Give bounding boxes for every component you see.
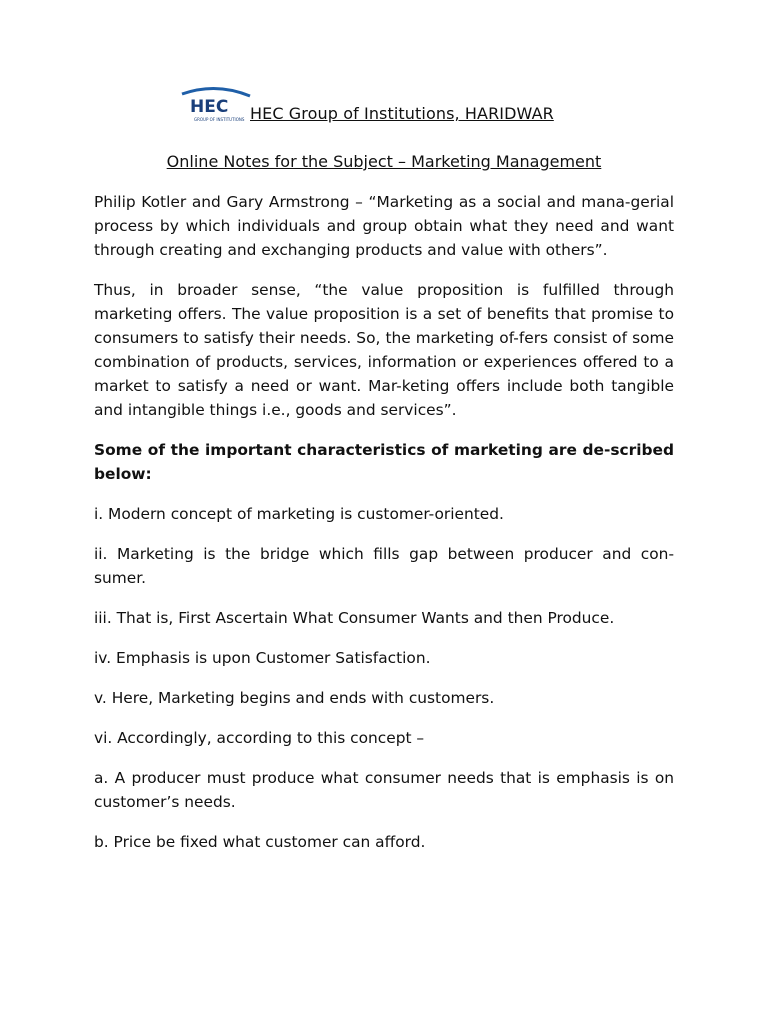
- logo-subtext: GROUP OF INSTITUTIONS: [194, 117, 245, 122]
- list-item: i. Modern concept of marketing is customer-oriented.: [94, 505, 504, 523]
- list-item: a. A producer must produce what consumer needs that is emphasis is on customer’s needs.: [94, 769, 674, 811]
- list-item: ii. Marketing is the bridge which fills gap between producer and con-sumer.: [94, 545, 674, 587]
- hec-logo: [180, 84, 252, 126]
- document-header: [180, 84, 600, 130]
- value-proposition-paragraph: Thus, in broader sense, “the value proposition is fulfilled through marketing offers. The value proposition is a set of benefits that promise to consumers to satisfy their needs. So, the marketing of-fers consist of some combination of products, services, information or experiences offered to a market to satisfy a need or want. Mar-keting offers include both tangible and intangible things i.e., goods and services”.: [94, 281, 674, 419]
- definition-paragraph: Philip Kotler and Gary Armstrong – “Marketing as a social and mana-gerial process by which individuals and group obtain what they need and want through creating and exchanging products and value with others”.: [94, 193, 674, 259]
- list-item: vi. Accordingly, according to this concept –: [94, 729, 425, 747]
- list-item: b. Price be fixed what customer can afford.: [94, 833, 426, 851]
- list-item: iv. Emphasis is upon Customer Satisfaction.: [94, 649, 431, 667]
- document-body: [94, 190, 674, 870]
- list-item: iii. That is, First Ascertain What Consumer Wants and then Produce.: [94, 609, 615, 627]
- list-item: v. Here, Marketing begins and ends with customers.: [94, 689, 495, 707]
- logo-text: HEC: [190, 97, 229, 117]
- institution-title: HEC Group of Institutions, HARIDWAR: [250, 104, 554, 123]
- characteristics-heading: Some of the important characteristics of marketing are de-scribed below:: [94, 441, 674, 483]
- subject-title: Online Notes for the Subject – Marketing Management: [166, 152, 602, 171]
